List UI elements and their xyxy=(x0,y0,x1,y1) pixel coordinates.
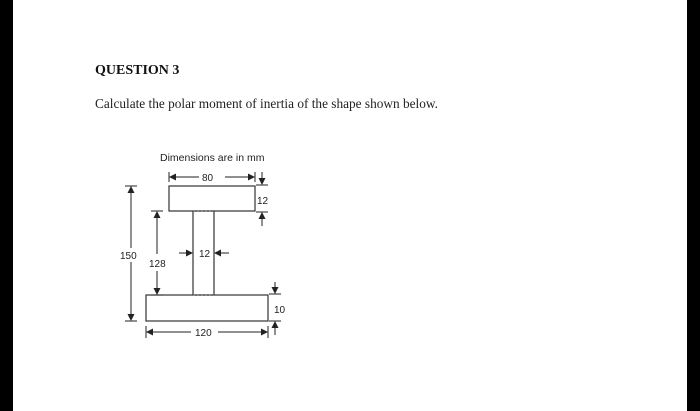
dimension-150 xyxy=(120,186,137,321)
dimension-12-flange xyxy=(256,172,269,226)
dim-label-128: 128 xyxy=(149,259,166,270)
i-section-figure xyxy=(13,0,687,411)
dimension-128 xyxy=(149,211,166,295)
dim-label-120: 120 xyxy=(195,328,212,339)
dim-label-150: 150 xyxy=(120,251,137,262)
dimension-80 xyxy=(169,172,255,184)
question-text: Calculate the polar moment of inertia of the shape shown below. xyxy=(95,96,438,111)
dim-label-12-web: 12 xyxy=(199,249,211,260)
dimension-10 xyxy=(269,282,286,335)
figure-caption: Dimensions are in mm xyxy=(160,152,265,164)
dimension-120 xyxy=(146,326,268,339)
dimension-12-web xyxy=(179,249,229,260)
dim-label-12-flange: 12 xyxy=(257,196,269,207)
top-flange xyxy=(169,186,255,211)
document-page xyxy=(13,0,687,411)
dim-label-80: 80 xyxy=(202,173,214,184)
bottom-flange xyxy=(146,295,268,321)
dim-label-10: 10 xyxy=(274,305,286,316)
question-title: QUESTION 3 xyxy=(95,63,180,78)
